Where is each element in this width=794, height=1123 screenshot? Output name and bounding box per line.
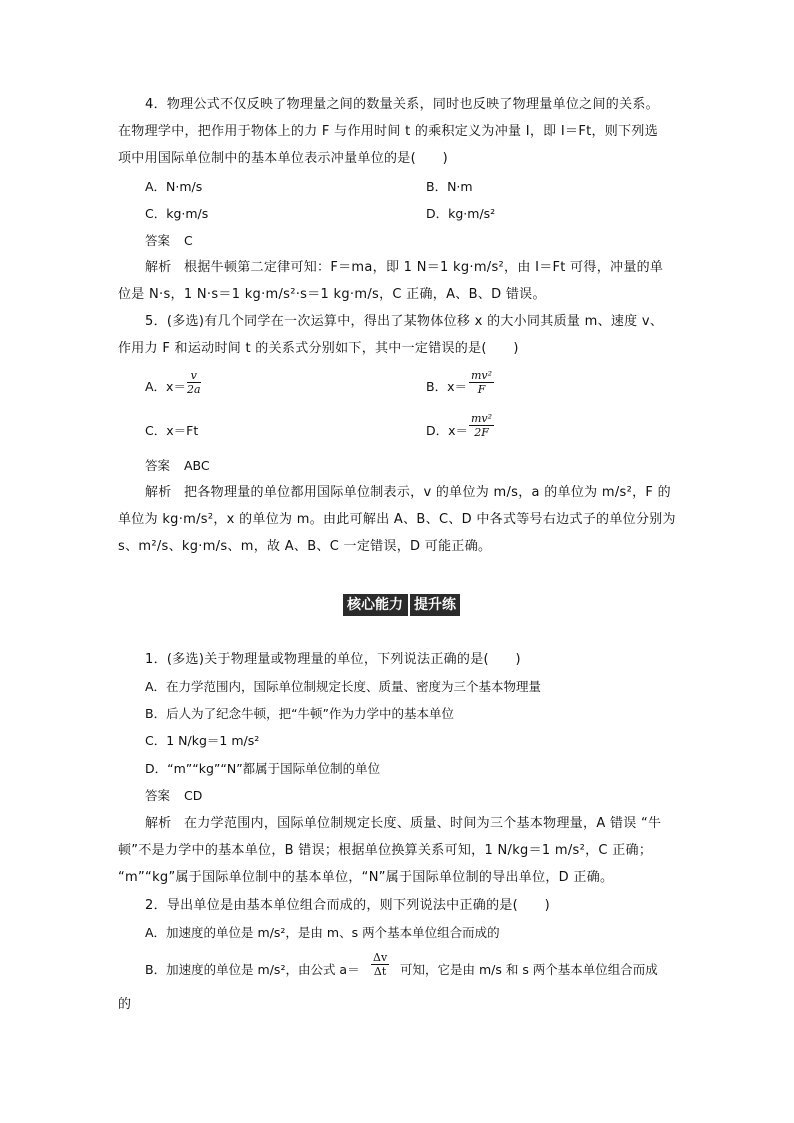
p1-option-a: A．在力学范围内，国际单位制规定长度、质量、密度为三个基本物理量 — [145, 679, 542, 694]
q5-option-b-denominator: F — [477, 383, 486, 396]
p1-analysis-line-1 — [145, 815, 705, 833]
q5-stem-line-2: 作用力 F 和运动时间 t 的关系式分别如下，其中一定错误的是( ) — [118, 341, 519, 356]
p2-option-b-numerator: Δv — [373, 951, 388, 964]
q5-option-c: C．x＝Ft — [145, 423, 199, 438]
q4-stem-line-3: 项中用国际单位制中的基本单位表示冲量单位的是( ) — [118, 151, 448, 166]
q5-analysis-line-1 — [145, 484, 705, 502]
q4-answer-label: 答案 — [145, 233, 171, 248]
q4-stem-line-1: 4．物理公式不仅反映了物理量之间的数量关系，同时也反映了物理量单位之间的关系。 — [145, 97, 659, 112]
q5-option-d-denominator: 2F — [474, 426, 489, 439]
q5-stem-line-1: 5．(多选)有几个同学在一次运算中，得出了某物体位移 x 的大小同其质量 m、速度 v、 — [145, 314, 664, 329]
q4-answer — [145, 232, 193, 250]
q5-analysis-line-2: 单位为 kg·m/s²，x 的单位为 m。由此可解出 A、B、C、D 中各式等号右边式子的单位分别为 — [118, 512, 676, 527]
p1-analysis-label: 解析 — [145, 816, 172, 831]
q5-option-b-numerator: mv² — [471, 369, 493, 382]
p1-answer-value: CD — [184, 788, 203, 803]
p1-option-b: B．后人为了纪念牛顿，把“牛顿”作为力学中的基本单位 — [145, 706, 455, 721]
p1-analysis-line-3: “m”“kg”属于国际单位制中的基本单位，“N”属于国际单位制的导出单位，D 正确。 — [118, 870, 614, 885]
p1-stem-line-1: 1．(多选)关于物理量或物理量的单位，下列说法正确的是( ) — [145, 652, 521, 667]
p2-option-b-fraction — [371, 951, 389, 978]
p1-option-c: C．1 N/kg＝1 m/s² — [145, 733, 260, 748]
q4-stem-line-2: 在物理学中，把作用于物体上的力 F 与作用时间 t 的乘积定义为冲量 I，即 I＝Ft，则下列选 — [118, 124, 659, 139]
section-banner — [343, 594, 460, 616]
q5-option-a-denominator: 2a — [187, 383, 201, 396]
q5-option-a-prefix: A．x＝ — [145, 379, 186, 394]
q4-answer-value: C — [184, 233, 193, 248]
q4-analysis-label: 解析 — [145, 260, 172, 275]
q5-answer — [145, 457, 210, 475]
q4-analysis-line-1 — [145, 259, 705, 277]
q5-option-b-fraction — [469, 369, 494, 396]
q5-option-a-numerator: v — [187, 369, 201, 383]
q4-analysis-text-1: 根据牛顿第二定律可知：F＝ma，即 1 N＝1 kg·m/s²，由 I＝Ft 可得，冲量的单 — [184, 260, 664, 275]
q5-option-d-fraction — [469, 412, 494, 439]
q5-answer-value: ABC — [184, 458, 210, 473]
q4-option-c: C．kg·m/s — [145, 206, 209, 221]
q5-option-a-fraction — [187, 369, 201, 396]
q5-option-d-prefix: D．x＝ — [426, 423, 469, 438]
p1-answer-label: 答案 — [145, 788, 171, 803]
p1-analysis-line-2: 顿”不是力学中的基本单位，B 错误；根据单位换算关系可知，1 N/kg＝1 m/s²，C 正确； — [118, 843, 653, 858]
p2-option-b-tail: 的 — [118, 997, 132, 1012]
p2-option-b-prefix: B．加速度的单位是 m/s²，由公式 a＝ — [145, 962, 360, 977]
q5-option-d-numerator: mv² — [471, 412, 493, 425]
p1-analysis-text-1: 在力学范围内，国际单位制规定长度、质量、时间为三个基本物理量，A 错误 “牛 — [184, 816, 662, 831]
p2-option-b — [145, 961, 360, 979]
q5-option-a — [145, 378, 186, 396]
q5-answer-label: 答案 — [145, 458, 171, 473]
q4-option-d: D．kg·m/s² — [426, 206, 496, 221]
q5-option-b-prefix: B．x＝ — [426, 379, 467, 394]
p2-option-b-suffix: 可知，它是由 m/s 和 s 两个基本单位组合而成 — [400, 962, 658, 977]
p2-stem-line-1: 2．导出单位是由基本单位组合而成的，则下列说法中正确的是( ) — [145, 898, 551, 913]
p2-option-a: A．加速度的单位是 m/s²，是由 m、s 两个基本单位组合而成的 — [145, 925, 500, 940]
banner-right-label: 提升练 — [408, 594, 460, 616]
banner-left-label: 核心能力 — [343, 594, 408, 616]
p2-option-b-denominator: Δt — [373, 965, 387, 978]
q4-analysis-line-2: 位是 N·s，1 N·s＝1 kg·m/s²·s＝1 kg·m/s，C 正确，A、B、D 错误。 — [118, 287, 546, 302]
q4-option-b: B．N·m — [426, 179, 473, 194]
q5-option-d — [426, 422, 468, 440]
q5-analysis-label: 解析 — [145, 485, 172, 500]
p1-option-d: D．“m”“kg”“N”都属于国际单位制的单位 — [145, 761, 381, 776]
q5-analysis-line-3: s、m²/s、kg·m/s、m，故 A、B、C 一定错误，D 可能正确。 — [118, 539, 492, 554]
q4-option-a: A．N·m/s — [145, 179, 203, 194]
p1-answer — [145, 787, 202, 805]
q5-option-b — [426, 378, 467, 396]
q5-analysis-text-1: 把各物理量的单位都用国际单位制表示，v 的单位为 m/s，a 的单位为 m/s²，F 的 — [184, 485, 671, 500]
